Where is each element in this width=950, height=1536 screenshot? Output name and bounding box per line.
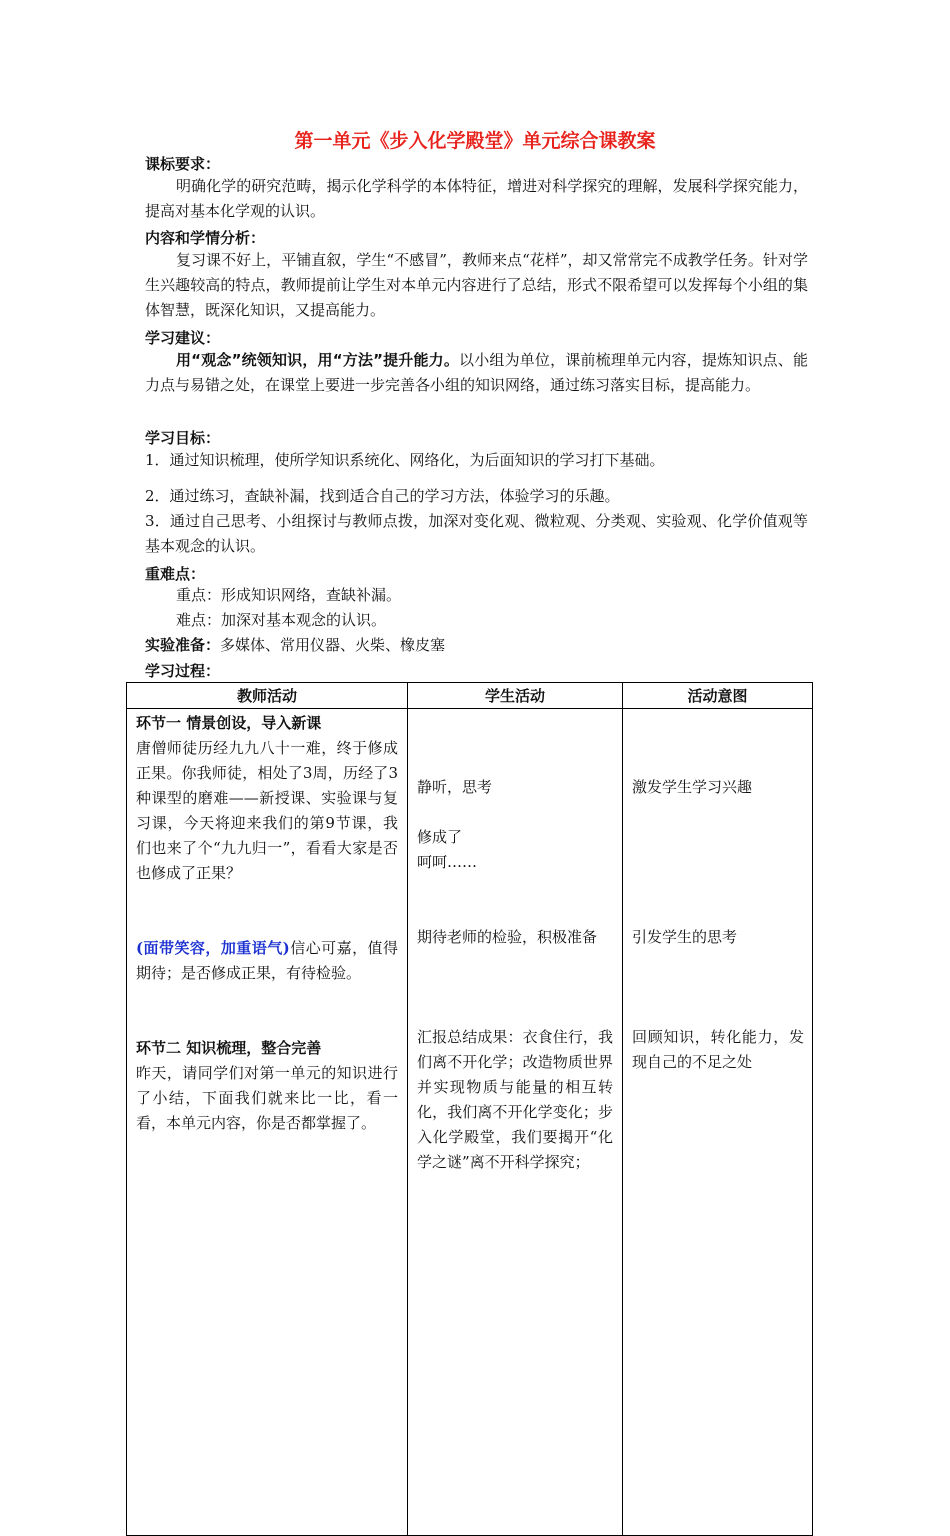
step1-text: 唐僧师徒历经九九八十一难，终于修成正果。你我师徒，相处了3周，历经了3种课型的磨难——新授课、实验课与复习课，今天将迎来我们的第9节课，我们也来了个“九九归一”，看看大家是否也修成了正果？	[136, 739, 398, 882]
student-activity-2: 修成了	[417, 828, 463, 846]
header-intent: 活动意图	[623, 683, 813, 709]
student-activity-3: 呵呵……	[417, 853, 478, 871]
student-activity-5: 汇报总结成果：衣食住行，我们离不开化学；改造物质世界并实现物质与能量的相互转化，我们离不开化学变化；步入化学殿堂，我们要揭开“化学之谜”离不开科学探究；	[417, 1028, 613, 1171]
key-heading: 重难点：	[145, 565, 206, 583]
step2-title: 环节二 知识梳理，整合完善	[136, 1039, 322, 1057]
header-teacher: 教师活动	[127, 683, 408, 709]
intent-3: 回顾知识，转化能力，发现自己的不足之处	[632, 1028, 804, 1071]
intent-1: 激发学生学习兴趣	[632, 778, 753, 796]
advice-paragraph	[145, 348, 808, 398]
student-activity-4: 期待老师的检验，积极准备	[417, 928, 598, 946]
standard-text: 明确化学的研究范畴，揭示化学科学的本体特征，增进对科学探究的理解，发展科学探究能力，提高对基本化学观的认识。	[145, 177, 808, 220]
difficult-point: 难点：加深对基本观念的认识。	[176, 611, 387, 629]
process-heading: 学习过程：	[145, 662, 221, 680]
intent-2: 引发学生的思考	[632, 928, 738, 946]
goal-2: 2．通过练习，查缺补漏，找到适合自己的学习方法，体验学习的乐趣。	[145, 487, 620, 505]
goal-3: 3．通过自己思考、小组探讨与教师点拨，加深对变化观、微粒观、分类观、实验观、化学价值观等基本观念的认识。	[145, 512, 808, 555]
blue-stage-note: (面带笑容，加重语气)	[136, 939, 290, 957]
step2-text: 昨天，请同学们对第一单元的知识进行了小结，下面我们就来比一比，看一看，本单元内容，你是否都掌握了。	[136, 1064, 398, 1132]
prep-heading: 实验准备：	[145, 636, 221, 654]
header-student: 学生活动	[408, 683, 623, 709]
process-table	[126, 682, 813, 1536]
advice-text: 以小组为单位，课前梳理单元内容，提炼知识点、能力点与易错之处，在课堂上要进一步完善各小组的知识网络，通过练习落实目标，提高能力。	[145, 351, 808, 394]
student-activity-1: 静听，思考	[417, 778, 493, 796]
standard-heading: 课标要求：	[145, 155, 221, 173]
page-title: 第一单元《步入化学殿堂》单元综合课教案	[294, 130, 656, 152]
intent-cell	[623, 709, 813, 1536]
analysis-text: 复习课不好上，平铺直叙，学生“不感冒”，教师来点“花样”，却又常常完不成教学任务。针对学生兴趣较高的特点，教师提前让学生对本单元内容进行了总结，形式不限希望可以发挥每个小组的集体智慧，既深化知识，又提高能力。	[145, 251, 808, 319]
goal-1: 1．通过知识梳理，使所学知识系统化、网络化，为后面知识的学习打下基础。	[145, 451, 665, 469]
student-cell	[408, 709, 623, 1536]
goals-heading: 学习目标：	[145, 429, 221, 447]
teacher-feedback	[136, 936, 398, 986]
advice-bold: 用“观念”统领知识，用“方法”提升能力。	[176, 351, 460, 369]
teacher-cell	[127, 709, 408, 1536]
prep-line	[145, 634, 445, 655]
step1-title: 环节一 情景创设，导入新课	[136, 714, 322, 732]
prep-text: 多媒体、常用仪器、火柴、橡皮塞	[220, 636, 446, 654]
table-header-row	[127, 683, 813, 709]
advice-heading: 学习建议：	[145, 329, 221, 347]
analysis-heading: 内容和学情分析：	[145, 229, 266, 247]
feedback-text: 信心可嘉，值得期待；是否修成正果，有待检验。	[136, 939, 398, 982]
table-row	[127, 709, 813, 1536]
key-point: 重点：形成知识网络，查缺补漏。	[176, 586, 402, 604]
